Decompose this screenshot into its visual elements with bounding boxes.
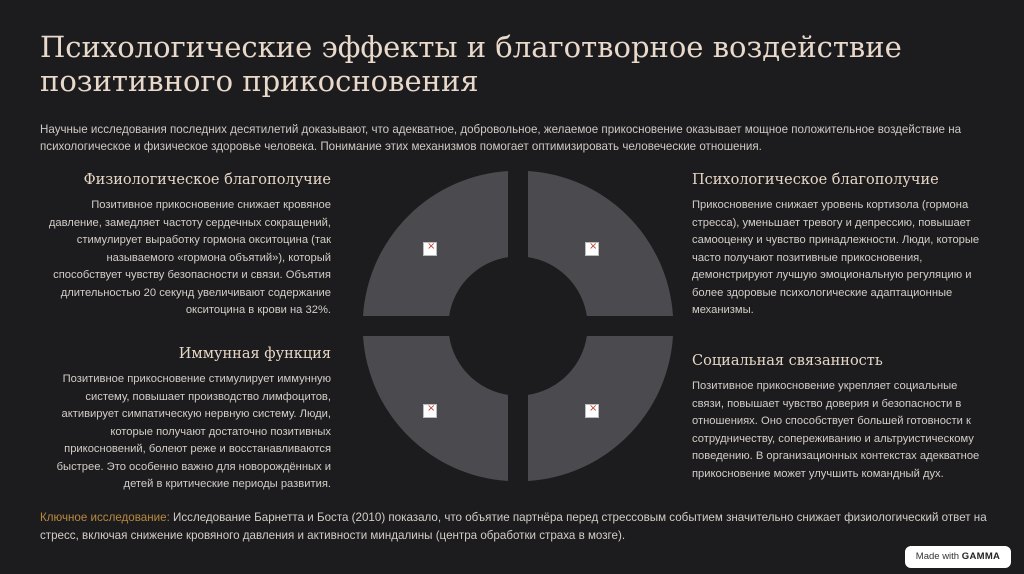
physio-text: Позитивное прикосновение снижает кровяное давление, замедляет частоту сердечных сокращений, стимулирует выработку гормона окситоцина (так называемого «гормона объятий»), который способствует чувству безопасности и связи. Объятия длительностью 20 секунд увеличивают содержание окситоцина в крови на 32%. [48,199,331,316]
immune-text: Позитивное прикосновение стимулирует иммунную систему, повышает производство лимфоцитов, активирует симпатическую нервную систему. Люди, которые получают достаточно позитивных прикосновений, болеют реже и восстанавливаются быстрее. Это особенно важно для новорождённых и детей в критические периоды развития. [56,373,331,490]
social-text: Позитивное прикосновение укрепляет социальные связи, повышает чувство доверия и безопасности в отношениях. Оно способствует большей готовности к сотрудничеству, сопереживанию и альтруистическому поведению. В организационных контекстах адекватное прикосновение может улучшить командный дух. [692,380,980,480]
key-study [40,509,990,545]
page-title: Психологические эффекты и благотворное воздействие позитивного прикосновения [40,30,902,98]
broken-image-icon [423,242,437,256]
badge-prefix: Made with [915,551,960,562]
physio-heading: Физиологическое благополучие [83,172,331,188]
broken-image-icon [585,404,599,418]
ring-diagram-svg [358,166,678,486]
social-heading: Социальная связанность [692,353,883,369]
ring-segment-bottom-right [528,336,673,481]
broken-image-icon [585,242,599,256]
broken-image-icon [423,404,437,418]
psych-heading: Психологическое благополучие [692,172,939,188]
ring-segment-top-right [528,171,673,316]
psych-block [692,172,990,320]
physio-block [40,172,331,320]
social-block [692,353,990,483]
made-with-gamma-badge[interactable] [905,546,1011,568]
gamma-logo: GAMMA [961,551,1001,562]
psych-text: Прикосновение снижает уровень кортизола (гормона стресса), уменьшает тревогу и депрессию, повышает самооценку и чувство принадлежности. Люди, которые часто получают позитивные прикосновения, демонстрируют лучшую эмоциональную регуляцию и более здоровые психологические адаптационные механизмы. [692,199,980,316]
key-study-text: Исследование Барнетта и Боста (2010) показало, что объятие партнёра перед стрессовым событием значительно снижает физиологический ответ на стресс, включая снижение кровяного давления и активности миндалины (центра обработки страха в мозге). [40,511,987,542]
immune-heading: Иммунная функция [178,346,331,362]
key-study-label: Ключное исследование: [40,511,170,524]
ring-diagram [358,166,678,486]
intro-paragraph: Научные исследования последних десятилетий доказывают, что адекватное, добровольное, желаемое прикосновение оказывает мощное положительное воздействие на психологическое и физическое здоровье человека. Понимание этих механизмов помогает оптимизировать человеческие отношения. [40,123,962,153]
immune-block [40,346,331,494]
